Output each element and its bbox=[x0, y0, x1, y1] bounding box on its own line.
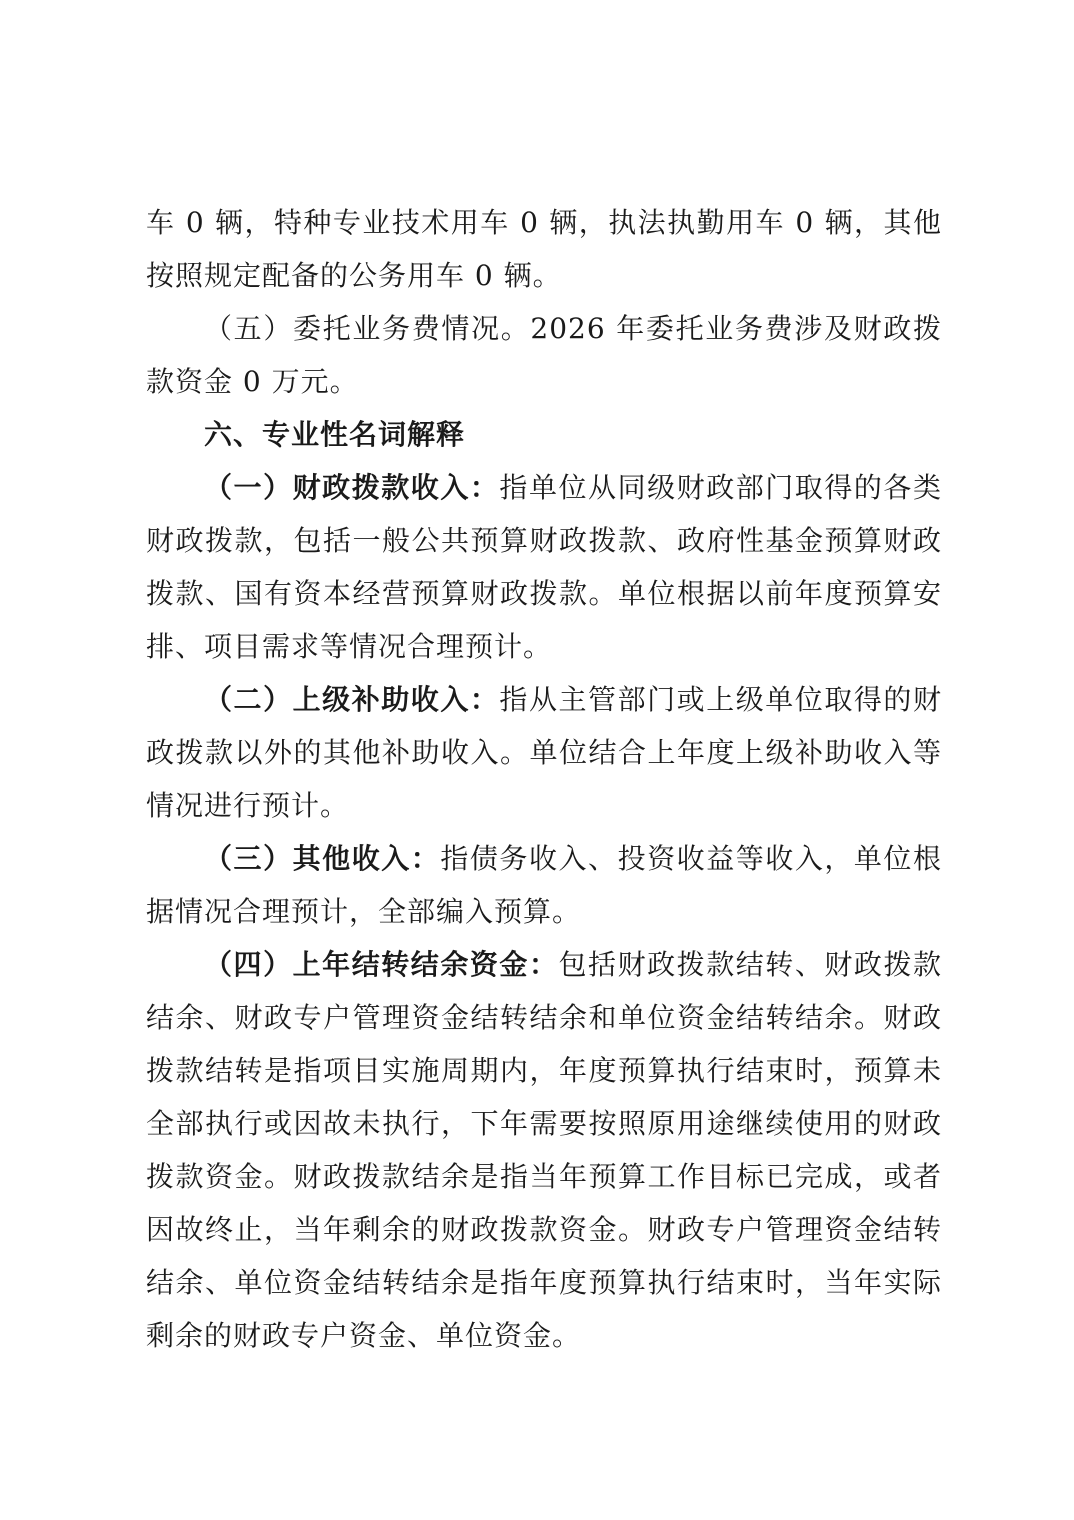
document-page bbox=[146, 196, 942, 1362]
definition-body: 指债务收入、投资收益等收入，单位根据情况合理预计，全部编入预算。 bbox=[146, 842, 942, 928]
definition-fiscal-appropriation bbox=[146, 461, 942, 673]
paragraph-commissioned-fees: （五）委托业务费情况。2026 年委托业务费涉及财政拨款资金 0 万元。 bbox=[146, 312, 942, 398]
definition-carryover-funds bbox=[146, 938, 942, 1362]
term-fiscal-appropriation: （一）财政拨款收入： bbox=[204, 471, 500, 504]
definition-body: 包括财政拨款结转、财政拨款结余、财政专户管理资金结转结余和单位资金结转结余。财政拨款结转是指项目实施周期内，年度预算执行结束时，预算未全部执行或因故未执行，下年需要按照原用途继续使用的财政拨款资金。财政拨款结余是指当年预算工作目标已完成，或者因故终止，当年剩余的财政拨款资金。财政专户管理资金结转结余、单位资金结转结余是指年度预算执行结束时，当年实际剩余的财政专户资金、单位资金。 bbox=[146, 948, 942, 1352]
section-heading-terms: 六、专业性名词解释 bbox=[204, 418, 466, 451]
term-carryover-funds: （四）上年结转结余资金： bbox=[204, 948, 559, 981]
term-superior-subsidy: （二）上级补助收入： bbox=[204, 683, 500, 716]
definition-body: 指单位从同级财政部门取得的各类财政拨款，包括一般公共预算财政拨款、政府性基金预算财政拨款、国有资本经营预算财政拨款。单位根据以前年度预算安排、项目需求等情况合理预计。 bbox=[146, 471, 942, 663]
definition-body: 指从主管部门或上级单位取得的财政拨款以外的其他补助收入。单位结合上年度上级补助收入等情况进行预计。 bbox=[146, 683, 942, 822]
definition-other-income bbox=[146, 832, 942, 938]
term-other-income: （三）其他收入： bbox=[204, 842, 441, 875]
paragraph-vehicle-count: 车 0 辆，特种专业技术用车 0 辆，执法执勤用车 0 辆，其他按照规定配备的公务用车 0 辆。 bbox=[146, 206, 942, 292]
definition-superior-subsidy bbox=[146, 673, 942, 832]
